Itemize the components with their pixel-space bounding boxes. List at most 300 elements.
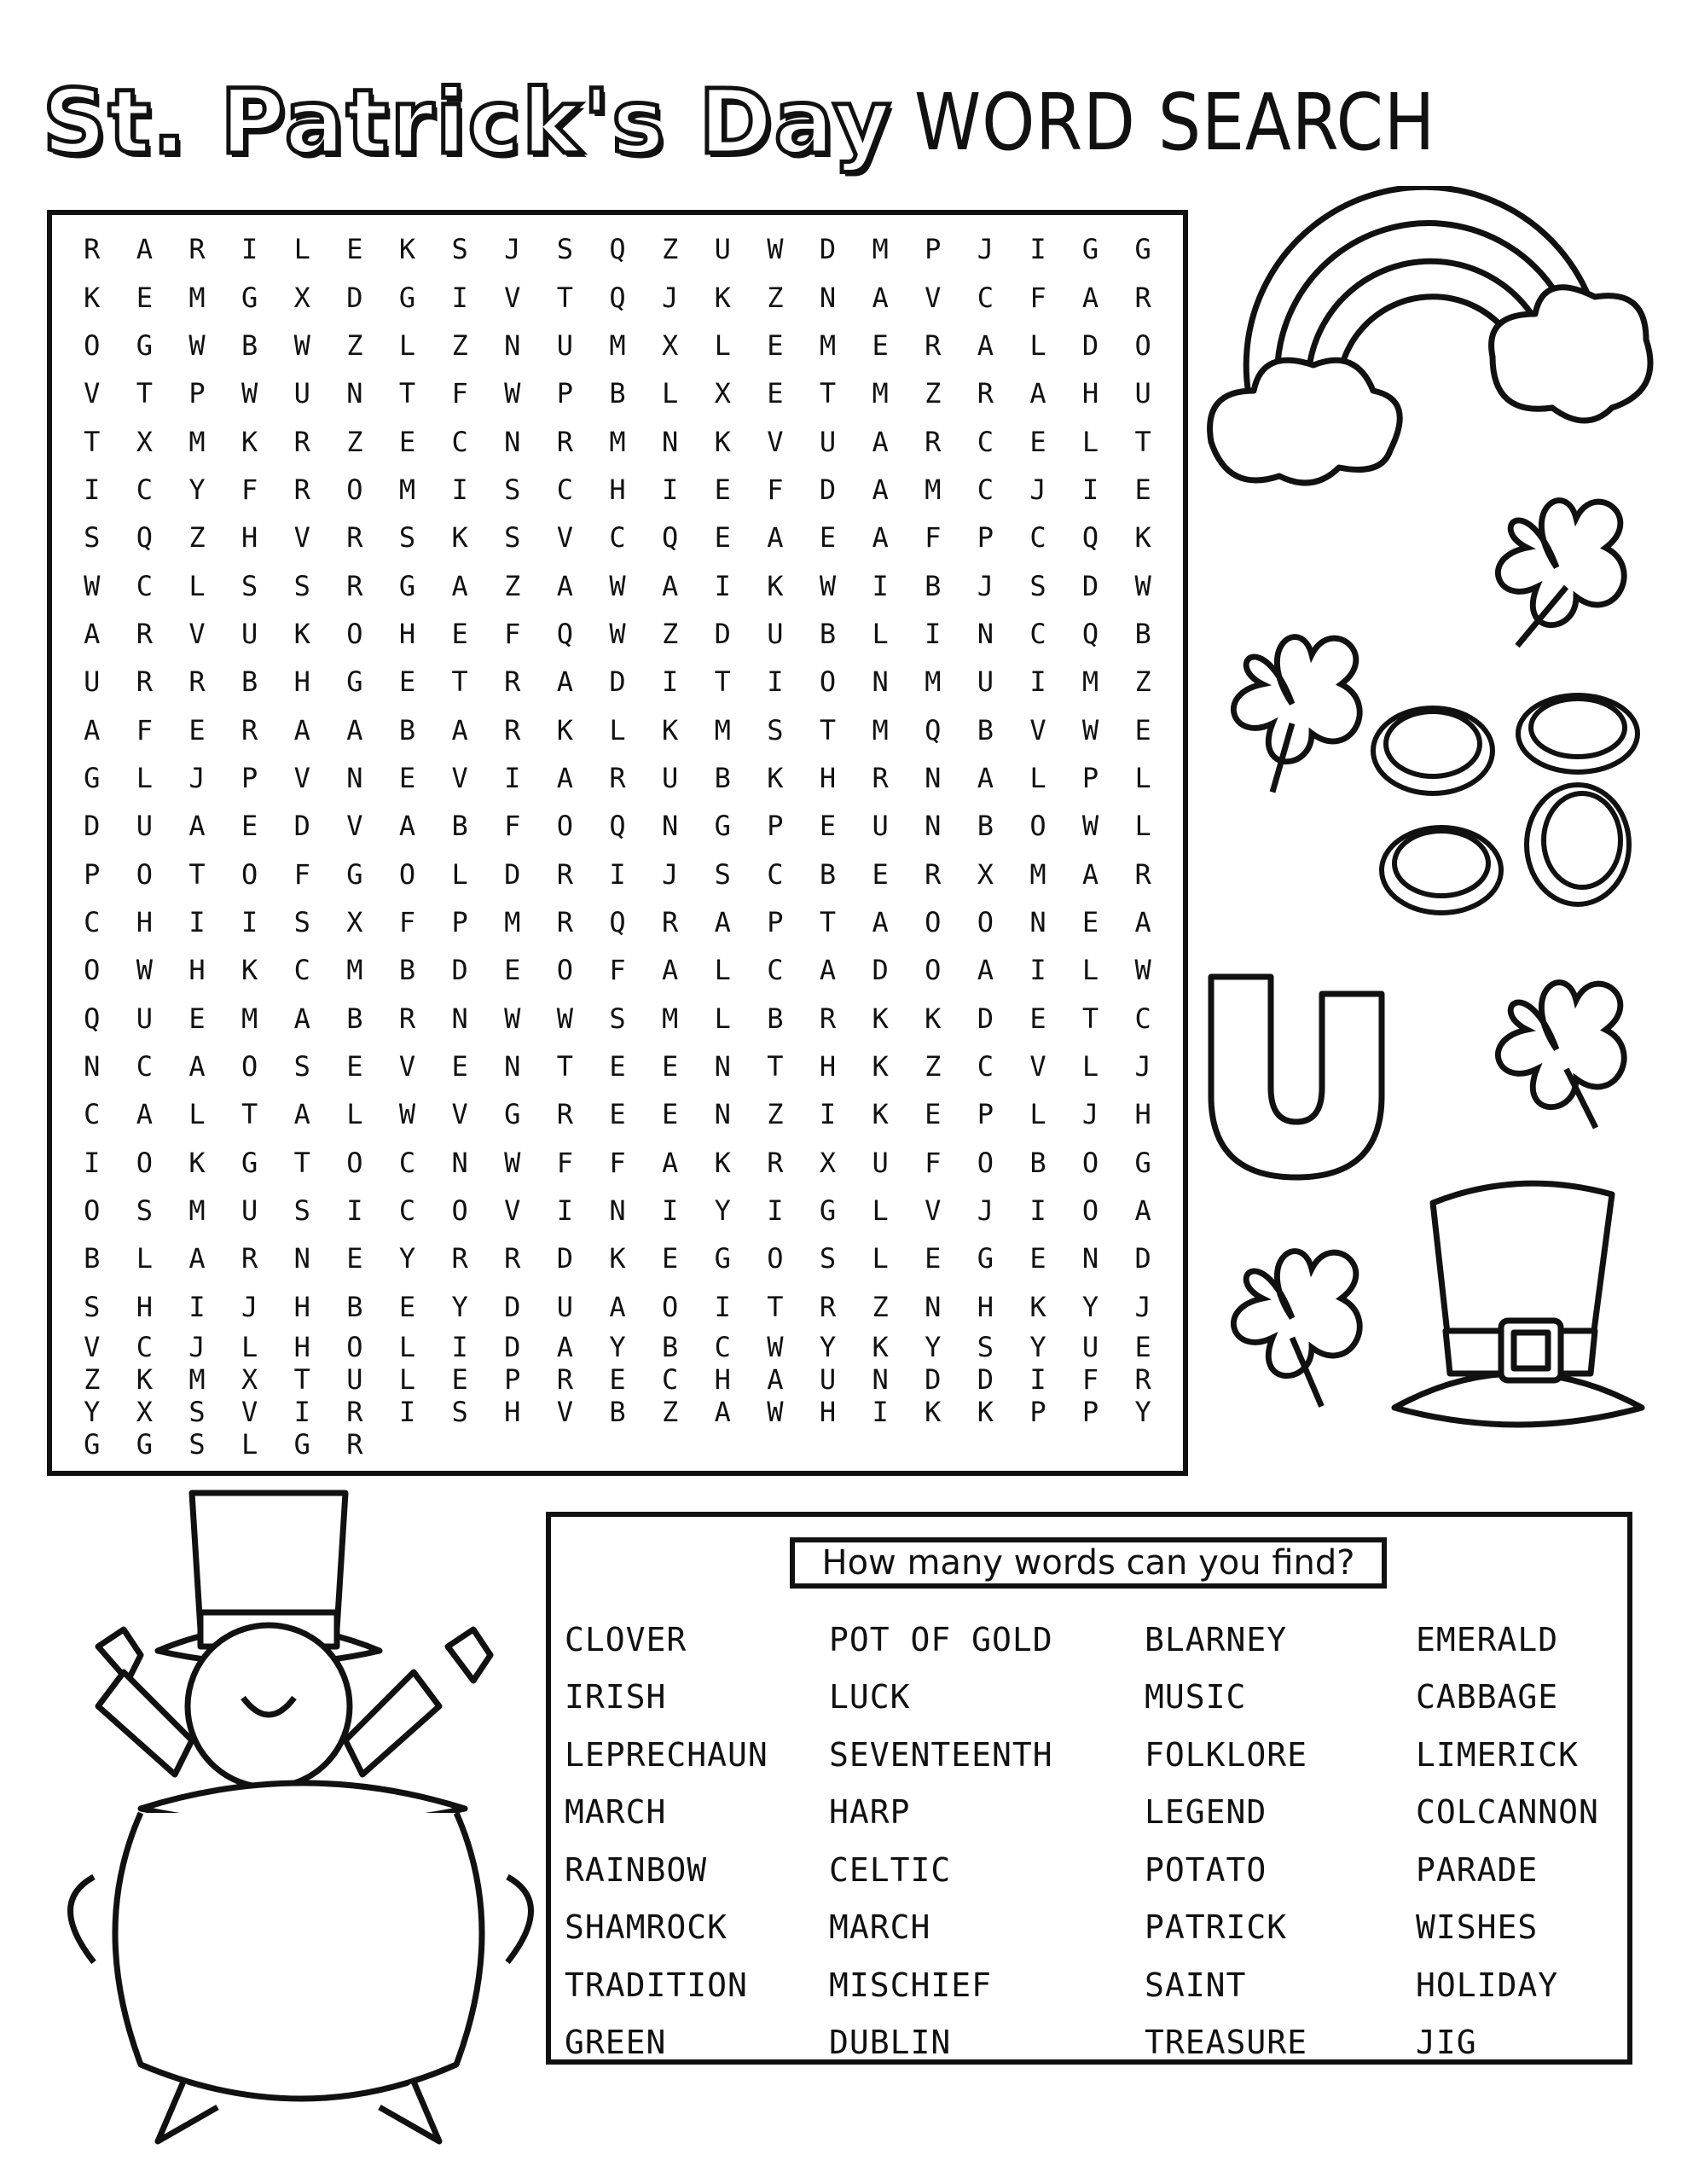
grid-cell[interactable]: I bbox=[1029, 1194, 1046, 1228]
grid-cell[interactable]: O bbox=[925, 906, 942, 939]
grid-cell[interactable]: I bbox=[819, 1098, 837, 1131]
grid-cell[interactable]: A bbox=[451, 569, 468, 602]
grid-cell[interactable]: N bbox=[451, 1146, 468, 1179]
grid-cell[interactable]: A bbox=[1029, 377, 1046, 410]
grid-cell[interactable]: I bbox=[661, 665, 679, 699]
grid-cell[interactable]: L bbox=[609, 713, 626, 746]
grid-cell[interactable]: V bbox=[188, 617, 206, 650]
grid-cell[interactable]: V bbox=[241, 1396, 258, 1428]
grid-cell[interactable]: M bbox=[346, 954, 363, 987]
grid-cell[interactable]: I bbox=[451, 1331, 468, 1363]
grid-cell[interactable]: P bbox=[1081, 761, 1099, 794]
grid-cell[interactable]: D bbox=[819, 233, 837, 266]
grid-cell[interactable]: F bbox=[136, 713, 154, 746]
grid-cell[interactable]: V bbox=[84, 377, 101, 410]
grid-cell[interactable]: A bbox=[714, 1396, 731, 1428]
grid-cell[interactable]: M bbox=[872, 233, 889, 266]
grid-cell[interactable]: S bbox=[819, 1242, 837, 1275]
grid-cell[interactable]: R bbox=[556, 1363, 573, 1396]
grid-cell[interactable]: Y bbox=[188, 473, 206, 506]
grid-cell[interactable]: W bbox=[609, 617, 626, 650]
grid-cell[interactable]: E bbox=[1029, 1242, 1046, 1275]
grid-cell[interactable]: U bbox=[872, 810, 889, 843]
grid-cell[interactable]: G bbox=[1134, 1146, 1151, 1179]
grid-cell[interactable]: X bbox=[136, 1396, 154, 1428]
grid-cell[interactable]: N bbox=[925, 1290, 942, 1323]
grid-cell[interactable]: Z bbox=[1134, 665, 1151, 699]
grid-cell[interactable]: C bbox=[1029, 521, 1046, 555]
grid-cell[interactable]: K bbox=[767, 761, 784, 794]
grid-cell[interactable]: E bbox=[188, 713, 206, 746]
grid-cell[interactable]: A bbox=[84, 713, 101, 746]
grid-cell[interactable]: E bbox=[1134, 1331, 1151, 1363]
grid-cell[interactable]: I bbox=[451, 281, 468, 314]
grid-cell[interactable]: R bbox=[1134, 857, 1151, 891]
grid-cell[interactable]: E bbox=[346, 1050, 363, 1083]
grid-cell[interactable]: F bbox=[609, 1146, 626, 1179]
grid-cell[interactable]: L bbox=[1134, 761, 1151, 794]
grid-cell[interactable]: G bbox=[136, 1428, 154, 1461]
grid-cell[interactable]: S bbox=[293, 569, 310, 602]
grid-cell[interactable]: K bbox=[84, 281, 101, 314]
grid-cell[interactable]: N bbox=[872, 665, 889, 699]
grid-cell[interactable]: M bbox=[714, 713, 731, 746]
grid-cell[interactable]: J bbox=[661, 281, 679, 314]
grid-cell[interactable]: G bbox=[977, 1242, 994, 1275]
grid-cell[interactable]: K bbox=[661, 713, 679, 746]
grid-cell[interactable]: I bbox=[1029, 665, 1046, 699]
grid-cell[interactable]: S bbox=[504, 521, 521, 555]
grid-cell[interactable]: D bbox=[556, 1242, 573, 1275]
grid-cell[interactable]: A bbox=[188, 1050, 206, 1083]
grid-cell[interactable]: R bbox=[819, 1290, 837, 1323]
grid-cell[interactable]: N bbox=[925, 761, 942, 794]
grid-cell[interactable]: Z bbox=[661, 617, 679, 650]
grid-cell[interactable]: R bbox=[767, 1146, 784, 1179]
grid-cell[interactable]: R bbox=[136, 665, 154, 699]
grid-cell[interactable]: N bbox=[504, 425, 521, 458]
grid-cell[interactable]: I bbox=[661, 473, 679, 506]
grid-cell[interactable]: O bbox=[1029, 810, 1046, 843]
grid-cell[interactable]: E bbox=[451, 1363, 468, 1396]
grid-cell[interactable]: U bbox=[346, 1363, 363, 1396]
grid-cell[interactable]: C bbox=[661, 1363, 679, 1396]
grid-cell[interactable]: O bbox=[136, 1146, 154, 1179]
grid-cell[interactable]: O bbox=[1081, 1146, 1099, 1179]
grid-cell[interactable]: C bbox=[977, 281, 994, 314]
grid-cell[interactable]: T bbox=[556, 1050, 573, 1083]
grid-cell[interactable]: A bbox=[1081, 857, 1099, 891]
grid-cell[interactable]: O bbox=[1134, 328, 1151, 362]
grid-cell[interactable]: B bbox=[398, 713, 416, 746]
grid-cell[interactable]: B bbox=[1029, 1146, 1046, 1179]
grid-cell[interactable]: R bbox=[977, 377, 994, 410]
grid-cell[interactable]: A bbox=[872, 521, 889, 555]
grid-cell[interactable]: S bbox=[451, 233, 468, 266]
grid-cell[interactable]: N bbox=[1029, 906, 1046, 939]
grid-cell[interactable]: E bbox=[188, 1002, 206, 1035]
grid-cell[interactable]: A bbox=[1134, 1194, 1151, 1228]
grid-cell[interactable]: N bbox=[1081, 1242, 1099, 1275]
grid-cell[interactable]: O bbox=[925, 954, 942, 987]
grid-cell[interactable]: N bbox=[84, 1050, 101, 1083]
grid-cell[interactable]: P bbox=[1029, 1396, 1046, 1428]
grid-cell[interactable]: A bbox=[819, 954, 837, 987]
grid-cell[interactable]: G bbox=[241, 281, 258, 314]
grid-cell[interactable]: K bbox=[1134, 521, 1151, 555]
grid-cell[interactable]: D bbox=[977, 1002, 994, 1035]
grid-cell[interactable]: E bbox=[398, 665, 416, 699]
grid-cell[interactable]: W bbox=[1134, 954, 1151, 987]
grid-cell[interactable]: I bbox=[1029, 954, 1046, 987]
grid-cell[interactable]: E bbox=[661, 1242, 679, 1275]
grid-cell[interactable]: D bbox=[819, 473, 837, 506]
grid-cell[interactable]: W bbox=[241, 377, 258, 410]
grid-cell[interactable]: E bbox=[767, 328, 784, 362]
grid-cell[interactable]: A bbox=[556, 665, 573, 699]
grid-cell[interactable]: P bbox=[1081, 1396, 1099, 1428]
grid-cell[interactable]: U bbox=[1134, 377, 1151, 410]
grid-cell[interactable]: W bbox=[767, 1396, 784, 1428]
grid-cell[interactable]: W bbox=[293, 328, 310, 362]
grid-cell[interactable]: H bbox=[241, 521, 258, 555]
grid-cell[interactable]: L bbox=[1029, 761, 1046, 794]
grid-cell[interactable]: A bbox=[661, 569, 679, 602]
grid-cell[interactable]: O bbox=[819, 665, 837, 699]
grid-cell[interactable]: E bbox=[819, 521, 837, 555]
grid-cell[interactable]: R bbox=[504, 665, 521, 699]
grid-cell[interactable]: E bbox=[136, 281, 154, 314]
grid-cell[interactable]: W bbox=[504, 377, 521, 410]
grid-cell[interactable]: L bbox=[188, 1098, 206, 1131]
grid-cell[interactable]: G bbox=[1134, 233, 1151, 266]
grid-cell[interactable]: A bbox=[872, 281, 889, 314]
grid-cell[interactable]: E bbox=[661, 1050, 679, 1083]
grid-cell[interactable]: L bbox=[872, 1242, 889, 1275]
grid-cell[interactable]: R bbox=[346, 569, 363, 602]
grid-cell[interactable]: X bbox=[977, 857, 994, 891]
grid-cell[interactable]: K bbox=[609, 1242, 626, 1275]
grid-cell[interactable]: V bbox=[925, 281, 942, 314]
grid-cell[interactable]: H bbox=[819, 1396, 837, 1428]
grid-cell[interactable]: J bbox=[1134, 1050, 1151, 1083]
grid-cell[interactable]: S bbox=[188, 1396, 206, 1428]
grid-cell[interactable]: A bbox=[872, 473, 889, 506]
grid-cell[interactable]: B bbox=[346, 1002, 363, 1035]
grid-cell[interactable]: V bbox=[1029, 713, 1046, 746]
grid-cell[interactable]: E bbox=[398, 1290, 416, 1323]
grid-cell[interactable]: D bbox=[451, 954, 468, 987]
grid-cell[interactable]: M bbox=[661, 1002, 679, 1035]
grid-cell[interactable]: W bbox=[504, 1002, 521, 1035]
grid-cell[interactable]: Y bbox=[451, 1290, 468, 1323]
grid-cell[interactable]: E bbox=[451, 1050, 468, 1083]
grid-cell[interactable]: L bbox=[136, 761, 154, 794]
grid-cell[interactable]: B bbox=[714, 761, 731, 794]
grid-cell[interactable]: U bbox=[241, 617, 258, 650]
grid-cell[interactable]: I bbox=[767, 1194, 784, 1228]
grid-cell[interactable]: M bbox=[872, 377, 889, 410]
grid-cell[interactable]: B bbox=[925, 569, 942, 602]
grid-cell[interactable]: C bbox=[398, 1146, 416, 1179]
grid-cell[interactable]: Z bbox=[767, 1098, 784, 1131]
grid-cell[interactable]: J bbox=[977, 233, 994, 266]
grid-cell[interactable]: T bbox=[188, 857, 206, 891]
grid-cell[interactable]: S bbox=[767, 713, 784, 746]
grid-cell[interactable]: R bbox=[661, 906, 679, 939]
grid-cell[interactable]: R bbox=[925, 328, 942, 362]
grid-cell[interactable]: P bbox=[767, 810, 784, 843]
grid-cell[interactable]: Z bbox=[346, 328, 363, 362]
grid-cell[interactable]: X bbox=[819, 1146, 837, 1179]
grid-cell[interactable]: F bbox=[925, 521, 942, 555]
grid-cell[interactable]: U bbox=[136, 810, 154, 843]
grid-cell[interactable]: C bbox=[451, 425, 468, 458]
grid-cell[interactable]: D bbox=[504, 1331, 521, 1363]
grid-cell[interactable]: T bbox=[84, 425, 101, 458]
grid-cell[interactable]: U bbox=[872, 1146, 889, 1179]
grid-cell[interactable]: L bbox=[714, 954, 731, 987]
grid-cell[interactable]: R bbox=[84, 233, 101, 266]
grid-cell[interactable]: R bbox=[1134, 1363, 1151, 1396]
grid-cell[interactable]: M bbox=[925, 665, 942, 699]
grid-cell[interactable]: D bbox=[84, 810, 101, 843]
grid-cell[interactable]: T bbox=[241, 1098, 258, 1131]
grid-cell[interactable]: G bbox=[293, 1428, 310, 1461]
grid-cell[interactable]: Y bbox=[714, 1194, 731, 1228]
grid-cell[interactable]: F bbox=[293, 857, 310, 891]
grid-cell[interactable]: B bbox=[767, 1002, 784, 1035]
grid-cell[interactable]: P bbox=[84, 857, 101, 891]
grid-cell[interactable]: G bbox=[398, 569, 416, 602]
grid-cell[interactable]: B bbox=[451, 810, 468, 843]
grid-cell[interactable]: O bbox=[451, 1194, 468, 1228]
grid-cell[interactable]: N bbox=[504, 328, 521, 362]
grid-cell[interactable]: U bbox=[819, 425, 837, 458]
grid-cell[interactable]: M bbox=[188, 1363, 206, 1396]
grid-cell[interactable]: V bbox=[556, 521, 573, 555]
grid-cell[interactable]: L bbox=[1134, 810, 1151, 843]
grid-cell[interactable]: L bbox=[136, 1242, 154, 1275]
grid-cell[interactable]: A bbox=[609, 1290, 626, 1323]
grid-cell[interactable]: U bbox=[241, 1194, 258, 1228]
grid-cell[interactable]: G bbox=[346, 665, 363, 699]
grid-cell[interactable]: A bbox=[84, 617, 101, 650]
grid-cell[interactable]: A bbox=[872, 906, 889, 939]
grid-cell[interactable]: L bbox=[1029, 328, 1046, 362]
grid-cell[interactable]: F bbox=[556, 1146, 573, 1179]
grid-cell[interactable]: T bbox=[819, 377, 837, 410]
grid-cell[interactable]: W bbox=[767, 1331, 784, 1363]
grid-cell[interactable]: W bbox=[1081, 810, 1099, 843]
grid-cell[interactable]: Z bbox=[504, 569, 521, 602]
grid-cell[interactable]: K bbox=[872, 1331, 889, 1363]
grid-cell[interactable]: R bbox=[346, 1428, 363, 1461]
grid-cell[interactable]: C bbox=[136, 1331, 154, 1363]
grid-cell[interactable]: L bbox=[714, 1002, 731, 1035]
grid-cell[interactable]: Y bbox=[1081, 1290, 1099, 1323]
grid-cell[interactable]: V bbox=[451, 1098, 468, 1131]
grid-cell[interactable]: T bbox=[714, 665, 731, 699]
grid-cell[interactable]: C bbox=[767, 954, 784, 987]
grid-cell[interactable]: D bbox=[609, 665, 626, 699]
grid-cell[interactable]: N bbox=[346, 761, 363, 794]
grid-cell[interactable]: M bbox=[188, 1194, 206, 1228]
grid-cell[interactable]: L bbox=[714, 328, 731, 362]
grid-cell[interactable]: O bbox=[977, 1146, 994, 1179]
grid-cell[interactable]: B bbox=[609, 1396, 626, 1428]
grid-cell[interactable]: G bbox=[398, 281, 416, 314]
grid-cell[interactable]: G bbox=[819, 1194, 837, 1228]
grid-cell[interactable]: K bbox=[1029, 1290, 1046, 1323]
grid-cell[interactable]: Z bbox=[767, 281, 784, 314]
grid-cell[interactable]: I bbox=[398, 1396, 416, 1428]
grid-cell[interactable]: D bbox=[714, 617, 731, 650]
grid-cell[interactable]: A bbox=[136, 1098, 154, 1131]
grid-cell[interactable]: I bbox=[241, 906, 258, 939]
grid-cell[interactable]: N bbox=[451, 1002, 468, 1035]
grid-cell[interactable]: Q bbox=[136, 521, 154, 555]
grid-cell[interactable]: F bbox=[1029, 281, 1046, 314]
grid-cell[interactable]: E bbox=[925, 1098, 942, 1131]
grid-cell[interactable]: A bbox=[556, 761, 573, 794]
grid-cell[interactable]: I bbox=[1029, 233, 1046, 266]
grid-cell[interactable]: G bbox=[241, 1146, 258, 1179]
grid-cell[interactable]: U bbox=[819, 1363, 837, 1396]
grid-cell[interactable]: P bbox=[451, 906, 468, 939]
grid-cell[interactable]: E bbox=[398, 425, 416, 458]
grid-cell[interactable]: C bbox=[84, 1098, 101, 1131]
grid-cell[interactable]: P bbox=[556, 377, 573, 410]
grid-cell[interactable]: D bbox=[1134, 1242, 1151, 1275]
grid-cell[interactable]: A bbox=[767, 1363, 784, 1396]
grid-cell[interactable]: K bbox=[714, 1146, 731, 1179]
grid-cell[interactable]: R bbox=[504, 713, 521, 746]
grid-cell[interactable]: R bbox=[346, 1396, 363, 1428]
grid-cell[interactable]: E bbox=[714, 473, 731, 506]
grid-cell[interactable]: K bbox=[977, 1396, 994, 1428]
grid-cell[interactable]: I bbox=[1029, 1363, 1046, 1396]
grid-cell[interactable]: I bbox=[188, 1290, 206, 1323]
grid-cell[interactable]: O bbox=[1081, 1194, 1099, 1228]
grid-cell[interactable]: U bbox=[293, 377, 310, 410]
grid-cell[interactable]: T bbox=[293, 1146, 310, 1179]
grid-cell[interactable]: M bbox=[872, 713, 889, 746]
grid-cell[interactable]: Z bbox=[661, 233, 679, 266]
grid-cell[interactable]: H bbox=[1081, 377, 1099, 410]
grid-cell[interactable]: K bbox=[136, 1363, 154, 1396]
grid-cell[interactable]: J bbox=[504, 233, 521, 266]
grid-cell[interactable]: I bbox=[925, 617, 942, 650]
grid-cell[interactable]: L bbox=[398, 328, 416, 362]
grid-cell[interactable]: U bbox=[661, 761, 679, 794]
grid-cell[interactable]: L bbox=[398, 1331, 416, 1363]
grid-cell[interactable]: E bbox=[346, 1242, 363, 1275]
grid-cell[interactable]: B bbox=[661, 1331, 679, 1363]
grid-cell[interactable]: U bbox=[1081, 1331, 1099, 1363]
grid-cell[interactable]: I bbox=[84, 1146, 101, 1179]
grid-cell[interactable]: O bbox=[556, 810, 573, 843]
grid-cell[interactable]: E bbox=[241, 810, 258, 843]
grid-cell[interactable]: D bbox=[504, 1290, 521, 1323]
grid-cell[interactable]: O bbox=[661, 1290, 679, 1323]
grid-cell[interactable]: I bbox=[714, 1290, 731, 1323]
grid-cell[interactable]: B bbox=[819, 857, 837, 891]
grid-cell[interactable]: R bbox=[556, 906, 573, 939]
grid-cell[interactable]: K bbox=[293, 617, 310, 650]
grid-cell[interactable]: Z bbox=[346, 425, 363, 458]
grid-cell[interactable]: F bbox=[504, 617, 521, 650]
grid-cell[interactable]: J bbox=[188, 1331, 206, 1363]
grid-cell[interactable]: F bbox=[1081, 1363, 1099, 1396]
grid-cell[interactable]: I bbox=[872, 569, 889, 602]
grid-cell[interactable]: R bbox=[136, 617, 154, 650]
grid-cell[interactable]: E bbox=[398, 761, 416, 794]
grid-cell[interactable]: K bbox=[872, 1050, 889, 1083]
grid-cell[interactable]: U bbox=[84, 665, 101, 699]
grid-cell[interactable]: X bbox=[241, 1363, 258, 1396]
grid-cell[interactable]: C bbox=[977, 425, 994, 458]
grid-cell[interactable]: L bbox=[398, 1363, 416, 1396]
grid-cell[interactable]: L bbox=[241, 1331, 258, 1363]
grid-cell[interactable]: R bbox=[188, 233, 206, 266]
grid-cell[interactable]: L bbox=[661, 377, 679, 410]
grid-cell[interactable]: H bbox=[398, 617, 416, 650]
grid-cell[interactable]: Q bbox=[609, 233, 626, 266]
grid-cell[interactable]: T bbox=[1134, 425, 1151, 458]
grid-cell[interactable]: J bbox=[241, 1290, 258, 1323]
grid-cell[interactable]: D bbox=[504, 857, 521, 891]
grid-cell[interactable]: C bbox=[1134, 1002, 1151, 1035]
grid-cell[interactable]: I bbox=[293, 1396, 310, 1428]
grid-cell[interactable]: W bbox=[504, 1146, 521, 1179]
grid-cell[interactable]: R bbox=[293, 425, 310, 458]
grid-cell[interactable]: B bbox=[241, 328, 258, 362]
grid-cell[interactable]: C bbox=[767, 857, 784, 891]
grid-cell[interactable]: U bbox=[556, 328, 573, 362]
grid-cell[interactable]: Y bbox=[819, 1331, 837, 1363]
grid-cell[interactable]: J bbox=[977, 569, 994, 602]
grid-cell[interactable]: K bbox=[451, 521, 468, 555]
grid-cell[interactable]: O bbox=[241, 1050, 258, 1083]
grid-cell[interactable]: O bbox=[136, 857, 154, 891]
grid-cell[interactable]: V bbox=[556, 1396, 573, 1428]
grid-cell[interactable]: S bbox=[977, 1331, 994, 1363]
grid-cell[interactable]: J bbox=[188, 761, 206, 794]
grid-cell[interactable]: M bbox=[925, 473, 942, 506]
grid-cell[interactable]: P bbox=[977, 1098, 994, 1131]
grid-cell[interactable]: K bbox=[241, 954, 258, 987]
grid-cell[interactable]: M bbox=[1081, 665, 1099, 699]
grid-cell[interactable]: O bbox=[84, 1194, 101, 1228]
grid-cell[interactable]: H bbox=[609, 473, 626, 506]
grid-cell[interactable]: L bbox=[346, 1098, 363, 1131]
grid-cell[interactable]: T bbox=[1081, 1002, 1099, 1035]
grid-cell[interactable]: W bbox=[819, 569, 837, 602]
grid-cell[interactable]: K bbox=[398, 233, 416, 266]
grid-cell[interactable]: O bbox=[346, 1146, 363, 1179]
grid-cell[interactable]: H bbox=[136, 906, 154, 939]
grid-cell[interactable]: X bbox=[346, 906, 363, 939]
grid-cell[interactable]: E bbox=[1029, 1002, 1046, 1035]
grid-cell[interactable]: B bbox=[84, 1242, 101, 1275]
grid-cell[interactable]: R bbox=[451, 1242, 468, 1275]
grid-cell[interactable]: R bbox=[241, 713, 258, 746]
grid-cell[interactable]: S bbox=[293, 906, 310, 939]
grid-cell[interactable]: K bbox=[767, 569, 784, 602]
grid-cell[interactable]: X bbox=[714, 377, 731, 410]
grid-cell[interactable]: A bbox=[1081, 281, 1099, 314]
